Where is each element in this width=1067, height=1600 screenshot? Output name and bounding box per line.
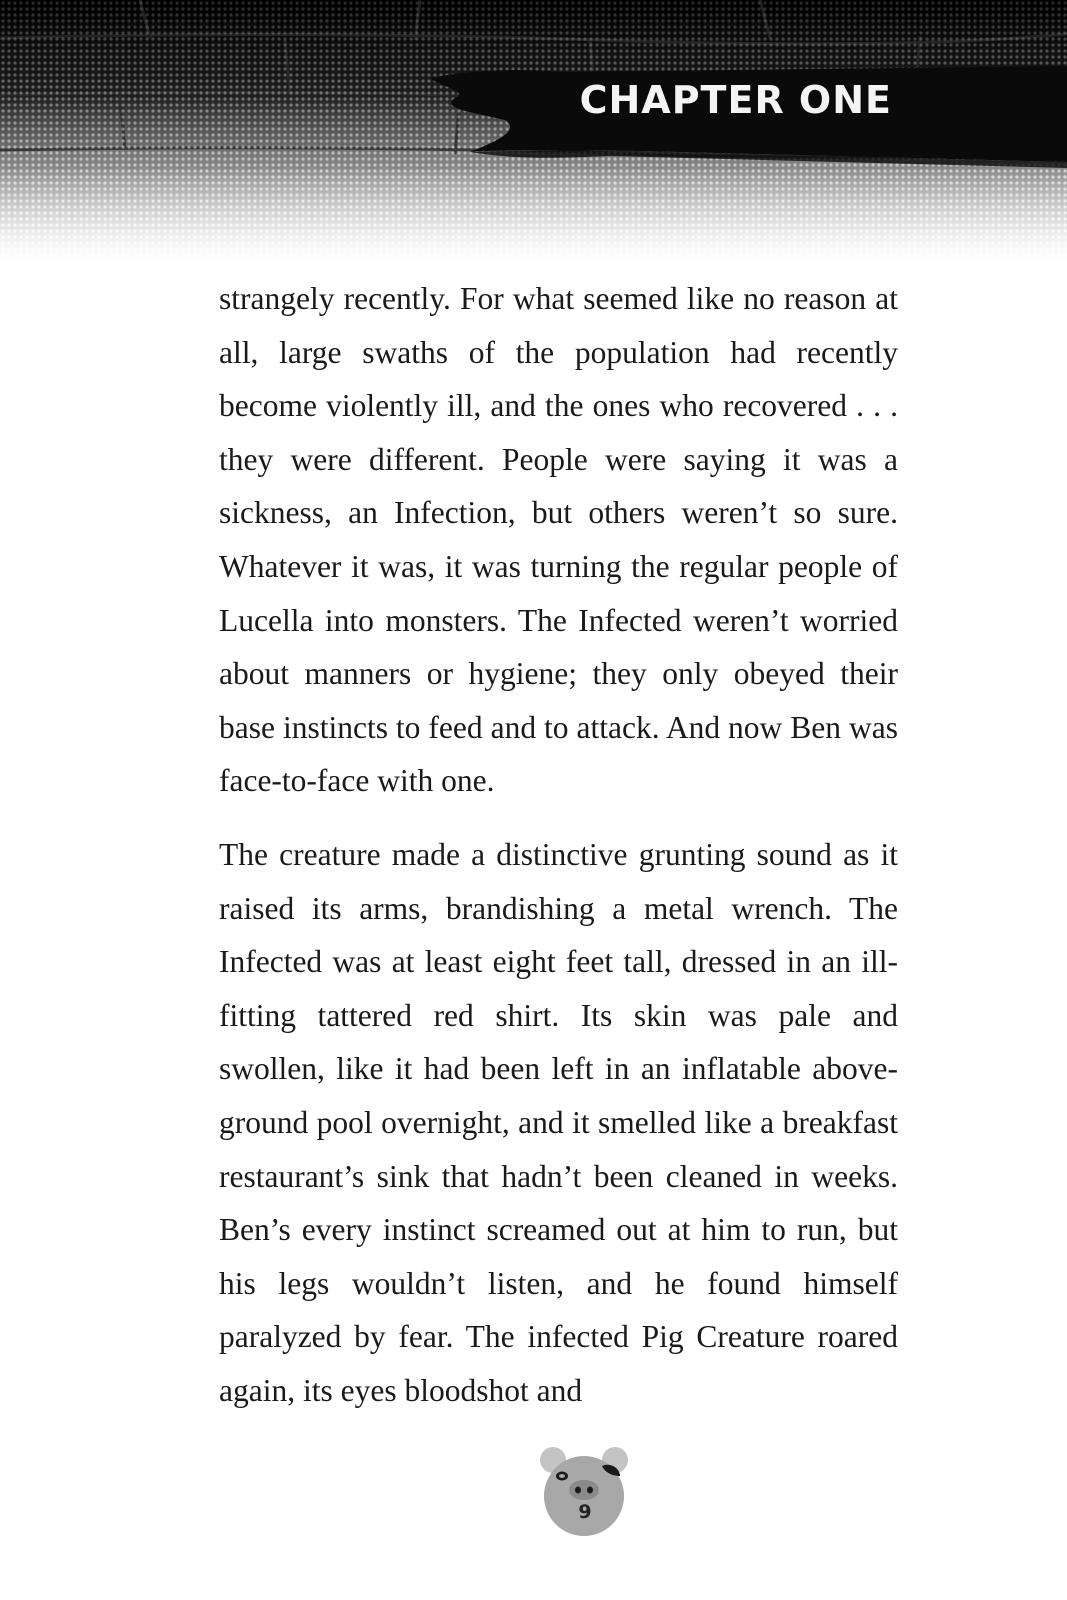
body-text bbox=[219, 272, 898, 1417]
paragraph: The creature made a distinctive grunting sound as it raised its arms, brandishing a metal wrench. The Infected was at least eight feet tall, dressed in an ill-fitting tattered red shirt. Its skin was pale and swollen, like it had been left in an inflatable above-ground pool overnight, and it smelled like a breakfast restaurant’s sink that hadn’t been cleaned in weeks. Ben’s every instinct screamed out at him to run, but his legs wouldn’t listen, and he found himself paralyzed by fear. The infected Pig Creature roared again, its eyes bloodshot and bbox=[219, 836, 898, 1408]
pig-face-icon bbox=[540, 1442, 630, 1538]
halftone-brick-background bbox=[0, 0, 1067, 270]
chapter-title: CHAPTER ONE bbox=[579, 78, 892, 122]
chapter-header bbox=[0, 0, 1067, 270]
paragraph: strangely recently. For what seemed like no reason at all, large swaths of the population had recently become violently ill, and the ones who recovered . . . they were different. People were saying it was a sickness, an Infection, but others weren’t so sure. Whatever it was, it was turning the regular people of Lucella into monsters. The Infected weren’t worried about manners or hygiene; they only obeyed their base instincts to feed and to attack. And now Ben was face-to-face with one. bbox=[219, 281, 898, 799]
page-number: 9 bbox=[578, 1501, 592, 1523]
page-folio bbox=[540, 1442, 630, 1538]
